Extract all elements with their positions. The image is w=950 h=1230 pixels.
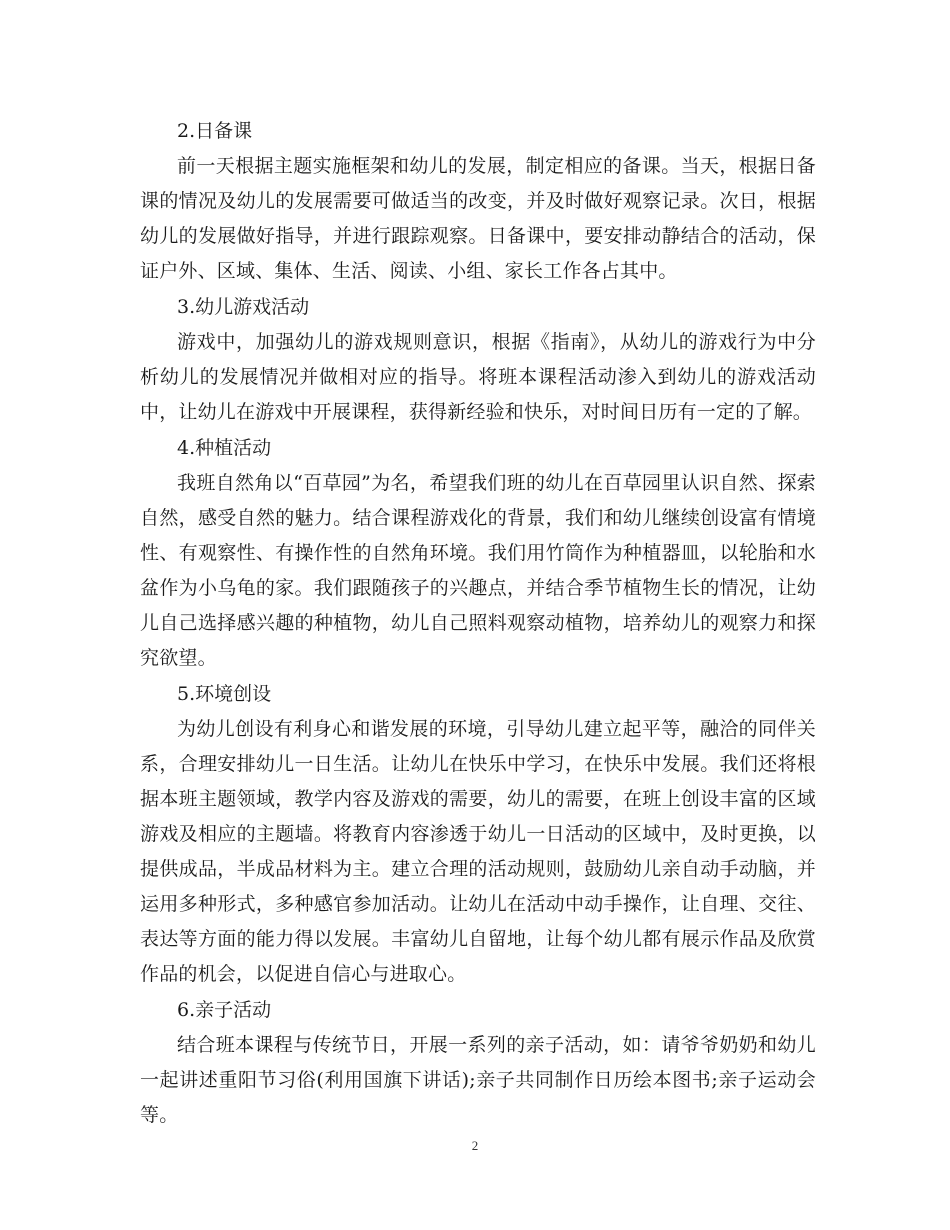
section-paragraph: 为幼儿创设有利身心和谐发展的环境，引导幼儿建立起平等，融洽的同伴关系，合理安排幼儿一日生活。让幼儿在快乐中学习，在快乐中发展。我们还将根据本班主题领域，教学内容及游戏的需要，幼儿的需要，在班上创设丰富的区域游戏及相应的主题墙。将教育内容渗透于幼儿一日活动的区域中，及时更换，以提供成品，半成品材料为主。建立合理的活动规则，鼓励幼儿亲自动手动脑，并运用多种形式，多种感官参加活动。让幼儿在活动中动手操作，让自理、交往、表达等方面的能力得以发展。丰富幼儿自留地，让每个幼儿都有展示作品及欣赏作品的机会，以促进自信心与进取心。	[140, 718, 816, 985]
section-environment	[140, 676, 816, 992]
section-paragraph: 我班自然角以“百草园”为名，希望我们班的幼儿在百草园里认识自然、探索自然，感受自然的魅力。结合课程游戏化的背景，我们和幼儿继续创设富有情境性、有观察性、有操作性的自然角环境。我们用竹筒作为种植器皿，以轮胎和水盆作为小乌龟的家。我们跟随孩子的兴趣点，并结合季节植物生长的情况，让幼儿自己选择感兴趣的种植物，幼儿自己照料观察动植物，培养幼儿的观察力和探究欲望。	[140, 472, 816, 669]
page-number: 2	[471, 1138, 479, 1153]
section-planting	[140, 430, 816, 676]
section-daily-lesson-prep	[140, 113, 816, 289]
section-heading: 2.日备课	[177, 120, 253, 142]
document-body	[140, 113, 816, 1133]
section-paragraph: 游戏中，加强幼儿的游戏规则意识，根据《指南》，从幼儿的游戏行为中分析幼儿的发展情况并做相对应的指导。将班本课程活动渗入到幼儿的游戏活动中，让幼儿在游戏中开展课程，获得新经验和快乐，对时间日历有一定的了解。	[140, 331, 816, 423]
section-children-games	[140, 289, 816, 430]
section-heading: 3.幼儿游戏活动	[177, 296, 310, 318]
section-heading: 5.环境创设	[177, 683, 272, 705]
section-heading: 6.亲子活动	[177, 999, 272, 1021]
section-paragraph: 结合班本课程与传统节日，开展一系列的亲子活动，如：请爷爷奶奶和幼儿一起讲述重阳节习俗(利用国旗下讲话);亲子共同制作日历绘本图书;亲子运动会等。	[140, 1034, 816, 1126]
section-paragraph: 前一天根据主题实施框架和幼儿的发展，制定相应的备课。当天，根据日备课的情况及幼儿的发展需要可做适当的改变，并及时做好观察记录。次日，根据幼儿的发展做好指导，并进行跟踪观察。日备课中，要安排动静结合的活动，保证户外、区域、集体、生活、阅读、小组、家长工作各占其中。	[140, 155, 816, 282]
section-heading: 4.种植活动	[177, 437, 272, 459]
section-parent-child	[140, 992, 816, 1133]
